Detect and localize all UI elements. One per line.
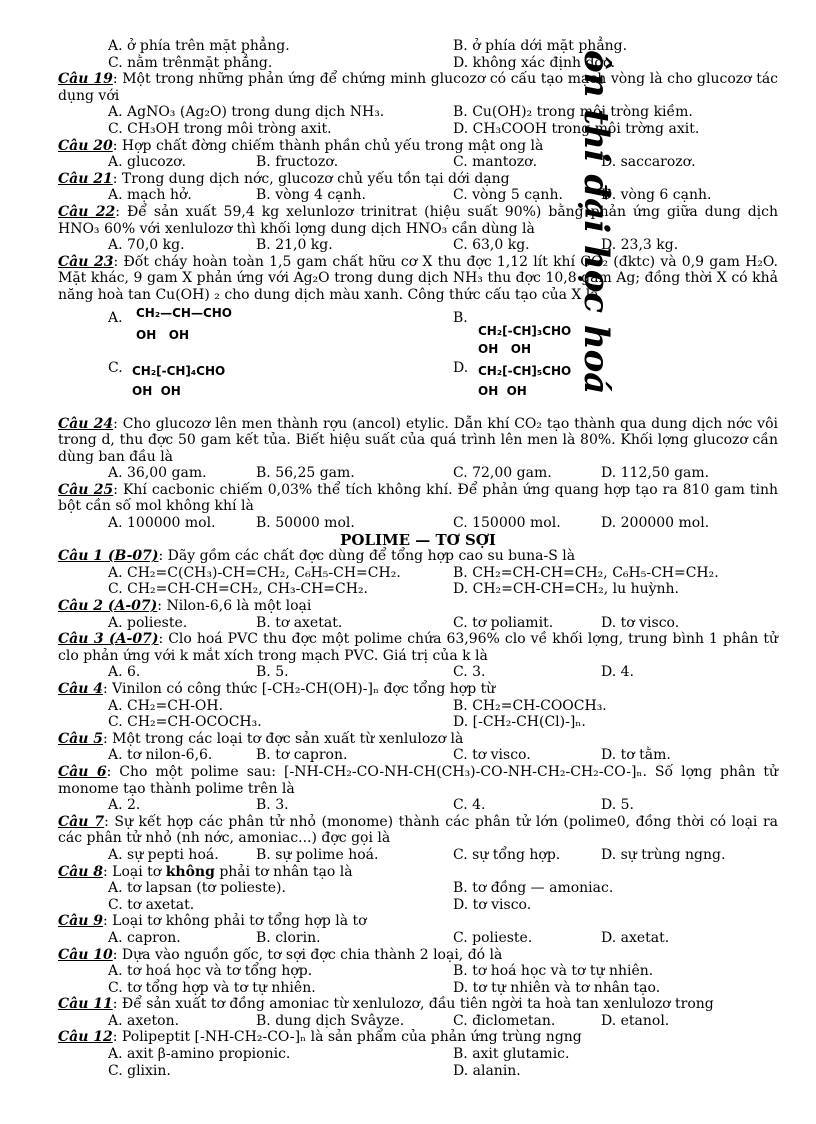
options-row	[58, 880, 778, 897]
option-d: D. saccarozơ.	[601, 154, 696, 171]
option-c: C. 72,00 gam.	[453, 465, 552, 482]
options-row	[58, 847, 778, 864]
option-b: B. fructozơ.	[256, 154, 339, 171]
question-text: : Sự kết hợp các phân tử nhỏ (monome) thành các phân tử lớn (polime0, đồng thời có loại ra các phân tử nhỏ (nh nớc, amoniac...) đợc gọi là	[58, 813, 778, 847]
options-row	[58, 1063, 778, 1080]
options-row	[58, 187, 778, 204]
question-text: : Cho glucozơ lên men thành rợu (ancol) etylic. Dẫn khí CO₂ tạo thành qua dung dịch nớc vôi trong d, thu đợc 50 gam kết tủa. Biết hiệu suất của quá trình lên men là 80%. Khối lợng glucozơ cần dùng ban đầu là	[58, 415, 778, 465]
option-b: B. Cu(OH)₂ trong môi tròng kiềm.	[453, 104, 693, 121]
question-label: Câu 24	[58, 415, 114, 432]
question-text: : Một trong những phản ứng để chứng minh glucozơ có cấu tạo mạch vòng là cho glucozơ tác dụng với	[58, 71, 779, 104]
option-c: C. 63,0 kg.	[453, 237, 530, 254]
polymer-question-5	[58, 731, 778, 748]
option-d: D. CH₃COOH trong môi trờng axit.	[453, 120, 700, 137]
option-a: A. 36,00 gam.	[108, 465, 207, 482]
option-d: D. tơ tằm.	[601, 747, 671, 764]
option-a: A. axit β-amino propionic.	[108, 1046, 291, 1063]
polymer-question-1	[58, 548, 778, 565]
option-c: C. tơ tổng hợp và tơ tự nhiên.	[108, 979, 316, 996]
question-text: : Để sản xuất tơ đồng amoniac từ xenlulozơ, đầu tiên ngời ta hoà tan xenlulozơ trong	[112, 996, 714, 1013]
question-label: Câu 11	[58, 996, 113, 1013]
options-row	[58, 1013, 778, 1030]
question-text: : Clo hoá PVC thu đợc một polime chứa 63,96% clo về khối lợng, trung bình 1 phân tử clo phản ứng với k mắt xích trong mạch PVC. Giá trị của k là	[58, 631, 778, 664]
question-text: phải tơ nhân tạo là	[214, 863, 353, 880]
options-row	[58, 963, 778, 980]
option-b: B. dung dịch Svâyze.	[256, 1012, 405, 1029]
question-19	[58, 71, 778, 104]
option-d: D. sự trùng ngng.	[601, 846, 726, 863]
option-a-label: A.	[108, 309, 123, 326]
question-label: Câu 1 (B-07)	[58, 548, 159, 565]
option-b: B. tơ hoá học và tơ tự nhiên.	[453, 963, 654, 980]
options-row	[58, 797, 778, 814]
question-23	[58, 254, 778, 304]
option-a: A. CH₂=CH-OH.	[108, 697, 224, 714]
option-a: A. tơ nilon-6,6.	[108, 747, 213, 764]
formula-d-main: CH₂[-CH]₅CHO	[478, 363, 572, 378]
polymer-question-2	[58, 598, 778, 615]
question-text: : Loại tơ	[103, 863, 166, 880]
option-b: B. 5.	[256, 664, 289, 681]
question-text: : Cho một polime sau: [-NH-CH₂-CO-NH-CH(CH₃)-CO-NH-CH₂-CH₂-CO-]ₙ. Số lợng phân tử monome tạo thành polime trên là	[58, 763, 778, 797]
option-d: D. [-CH₂-CH(Cl)-]ₙ.	[453, 714, 586, 731]
worksheet	[58, 38, 778, 1079]
option-b: B. 56,25 gam.	[256, 465, 355, 482]
option-b: B. CH₂=CH-COOCH₃.	[453, 697, 607, 714]
option-b: B. tơ đồng — amoniac.	[453, 880, 614, 897]
options-row	[58, 897, 778, 914]
options-row	[58, 1046, 778, 1063]
formula-c-main: CH₂[-CH]₄CHO	[132, 363, 226, 378]
option-c-label: C.	[108, 359, 123, 376]
option-d: D. tơ visco.	[601, 614, 680, 631]
option-b: B. clorin.	[256, 929, 321, 946]
question-label: Câu 22	[58, 203, 116, 220]
question-text: : Loại tơ không phải tơ tổng hợp là tơ	[103, 913, 367, 930]
polymer-question-11	[58, 996, 778, 1013]
option-c: C. glixin.	[108, 1062, 171, 1079]
option-a: A. tơ lapsan (tơ polieste).	[108, 880, 286, 897]
option-c: C. sự tổng hợp.	[453, 846, 561, 863]
option-a: A. polieste.	[108, 614, 188, 631]
question-text: : Đốt cháy hoàn toàn 1,5 gam chất hữu cơ X thu đợc 1,12 lít khí CO₂ (đktc) và 0,9 gam H₂O. Mặt khác, 9 gam X phản ứng với Ag₂O trong dung dịch NH₃ thu đợc 10,8 gam Ag; đồng thời X có khả năng hoà tan Cu(OH) ₂ cho dung dịch màu xanh. Công thức cấu tạo của X là	[58, 253, 778, 303]
option-b: B. sự polime hoá.	[256, 846, 379, 863]
polymer-question-4	[58, 681, 778, 698]
question-text: : Dựa vào nguồn gốc, tơ sợi đợc chia thành 2 loại, đó là	[112, 946, 503, 963]
option-c: C. polieste.	[453, 929, 533, 946]
option-d: D. 4.	[601, 664, 634, 681]
option-a: A. sự pepti hoá.	[108, 846, 219, 863]
formula-b-oh: OH OH	[478, 341, 532, 356]
option-a: A. AgNO₃ (Ag₂O) trong dung dịch NH₃.	[108, 104, 385, 121]
option-d: D. vòng 6 cạnh.	[601, 187, 712, 204]
formula-c-oh: OH OH	[132, 383, 181, 398]
question-label: Câu 19	[58, 71, 113, 88]
options-row	[58, 714, 778, 731]
option-b: B. 3.	[256, 797, 289, 814]
question-label: Câu 2 (A-07)	[58, 598, 158, 615]
question-label: Câu 23	[58, 253, 114, 270]
formula-d-oh: OH OH	[478, 383, 527, 398]
question-label: Câu 7	[58, 813, 105, 830]
options-row	[58, 465, 778, 482]
option-a: A. mạch hở.	[108, 187, 192, 204]
question-label: Câu 3 (A-07)	[58, 631, 159, 648]
option-c: C. vòng 5 cạnh.	[453, 187, 563, 204]
polymer-question-7	[58, 814, 778, 847]
option-d: D. alanin.	[453, 1062, 521, 1079]
option-b: B. tơ capron.	[256, 747, 348, 764]
option-c: C. CH₂=CH-OCOCH₃.	[108, 714, 262, 731]
question-label: Câu 8	[58, 863, 104, 880]
question-text: : Một trong các loại tơ đợc sản xuất từ xenlulozơ là	[103, 730, 464, 747]
question-21	[58, 171, 778, 188]
option-c: C. điclometan.	[453, 1012, 556, 1029]
formula-a-oh: OH OH	[136, 327, 190, 342]
option-d: D. 200000 mol.	[601, 515, 710, 532]
option-b: B. 21,0 kg.	[256, 237, 333, 254]
question-text: : Trong dung dịch nớc, glucozơ chủ yếu tồn tại dới dạng	[112, 170, 510, 187]
option-a: A. 100000 mol.	[108, 515, 216, 532]
question-label: Câu 9	[58, 913, 104, 930]
question-20	[58, 138, 778, 155]
question-label: Câu 4	[58, 681, 104, 697]
option-c: C. nằm trênmặt phẳng.	[108, 54, 273, 71]
question-22	[58, 204, 778, 237]
option-a: A. tơ hoá học và tơ tổng hợp.	[108, 963, 313, 980]
option-a: A. capron.	[108, 929, 181, 946]
option-c: C. CH₂=CH-CH=CH₂, CH₃-CH=CH₂.	[108, 581, 369, 598]
option-d: D. CH₂=CH-CH=CH₂, lu huỳnh.	[453, 581, 679, 598]
option-a: A. CH₂=C(CH₃)-CH=CH₂, C₆H₅-CH=CH₂.	[108, 564, 401, 581]
option-b: B. axit glutamic.	[453, 1046, 570, 1063]
option-d: D. etanol.	[601, 1012, 670, 1029]
polymer-question-8	[58, 864, 778, 881]
options-prev-question	[58, 38, 778, 55]
question-label: Câu 10	[58, 946, 113, 963]
question-text: : Hợp chất đờng chiếm thành phần chủ yếu trong mật ong là	[112, 137, 544, 154]
question-text: : Nilon-6,6 là một loại	[157, 598, 312, 615]
option-c: C. mantozơ.	[453, 154, 538, 171]
structural-formula-options	[58, 304, 778, 416]
options-row	[58, 515, 778, 532]
options-row	[58, 980, 778, 997]
option-c: C. tơ poliamit.	[453, 614, 554, 631]
option-c: C. tơ visco.	[453, 747, 531, 764]
question-24	[58, 416, 778, 466]
option-d-label: D.	[453, 359, 469, 376]
question-emphasis: không	[165, 863, 215, 880]
option-d: D. không xác định đợc.	[453, 54, 616, 71]
question-text: : Dãy gồm các chất đợc dùng để tổng hợp cao su buna-S là	[158, 548, 576, 565]
polymer-question-3	[58, 631, 778, 664]
question-25	[58, 482, 778, 515]
question-label: Câu 12	[58, 1029, 113, 1046]
option-b: B. ở phía dới mặt phẳng.	[453, 38, 628, 54]
option-d: D. tơ tự nhiên và tơ nhân tạo.	[453, 979, 661, 996]
options-row	[58, 121, 778, 138]
options-row	[58, 747, 778, 764]
options-row	[58, 698, 778, 715]
options-row	[58, 615, 778, 632]
question-label: Câu 25	[58, 481, 114, 498]
option-c: C. 4.	[453, 797, 486, 814]
option-d: D. 112,50 gam.	[601, 465, 710, 482]
polymer-question-6	[58, 764, 778, 797]
option-a: A. ở phía trên mặt phẳng.	[108, 38, 290, 54]
section-title: POLIME — TƠ SỢI	[340, 530, 496, 549]
question-text: : Khí cacbonic chiếm 0,03% thể tích không khí. Để phản ứng quang hợp tạo ra 810 gam tinh bột cần số mol không khí là	[58, 481, 779, 515]
option-c: C. CH₃OH trong môi tròng axit.	[108, 120, 332, 137]
options-row	[58, 930, 778, 947]
options-prev-question-2	[58, 55, 778, 72]
question-text: : Để sản xuất 59,4 kg xelunlozơ trinitrat (hiệu suất 90%) bằng phản ứng giữa dung dịch HNO₃ 60% với xenlulozơ thì khối lợng dung dịch HNO₃ cần dùng là	[58, 203, 778, 237]
options-row	[58, 565, 778, 582]
option-d: D. tơ visco.	[453, 896, 532, 913]
question-label: Câu 21	[58, 170, 113, 187]
question-text: : Polipeptit [-NH-CH₂-CO-]ₙ là sản phẩm của phản ứng trùng ngng	[112, 1029, 582, 1046]
options-row	[58, 104, 778, 121]
option-a: A. 2.	[108, 797, 141, 814]
polymer-question-9	[58, 913, 778, 930]
option-a: A. glucozơ.	[108, 154, 186, 171]
polymer-question-12	[58, 1029, 778, 1046]
option-b-label: B.	[453, 309, 468, 326]
option-d: D. axetat.	[601, 929, 670, 946]
option-a: A. 6.	[108, 664, 141, 681]
option-b: B. CH₂=CH-CH=CH₂, C₆H₅-CH=CH₂.	[453, 564, 719, 581]
option-c: C. 150000 mol.	[453, 515, 561, 532]
option-a: A. 70,0 kg.	[108, 237, 185, 254]
option-b: B. 50000 mol.	[256, 515, 355, 532]
watermark-text: ôn thi đại học hoá	[576, 50, 616, 395]
formula-b-main: CH₂[-CH]₃CHO	[478, 323, 572, 338]
options-row	[58, 154, 778, 171]
option-d: D. 5.	[601, 797, 634, 814]
formula-a-main: CH₂—CH—CHO	[136, 305, 233, 320]
option-c: C. 3.	[453, 664, 486, 681]
option-a: A. axeton.	[108, 1012, 180, 1029]
question-label: Câu 20	[58, 137, 113, 154]
question-label: Câu 5	[58, 730, 104, 747]
options-row	[58, 237, 778, 254]
option-d: D. 23,3 kg.	[601, 237, 679, 254]
question-label: Câu 6	[58, 763, 107, 780]
option-b: B. tơ axetat.	[256, 614, 343, 631]
question-text: : Vinilon có công thức [-CH₂-CH(OH)-]ₙ đợc tổng hợp từ	[103, 681, 496, 697]
options-row	[58, 581, 778, 598]
options-row	[58, 664, 778, 681]
option-c: C. tơ axetat.	[108, 896, 195, 913]
option-b: B. vòng 4 cạnh.	[256, 187, 366, 204]
polymer-question-10	[58, 947, 778, 964]
